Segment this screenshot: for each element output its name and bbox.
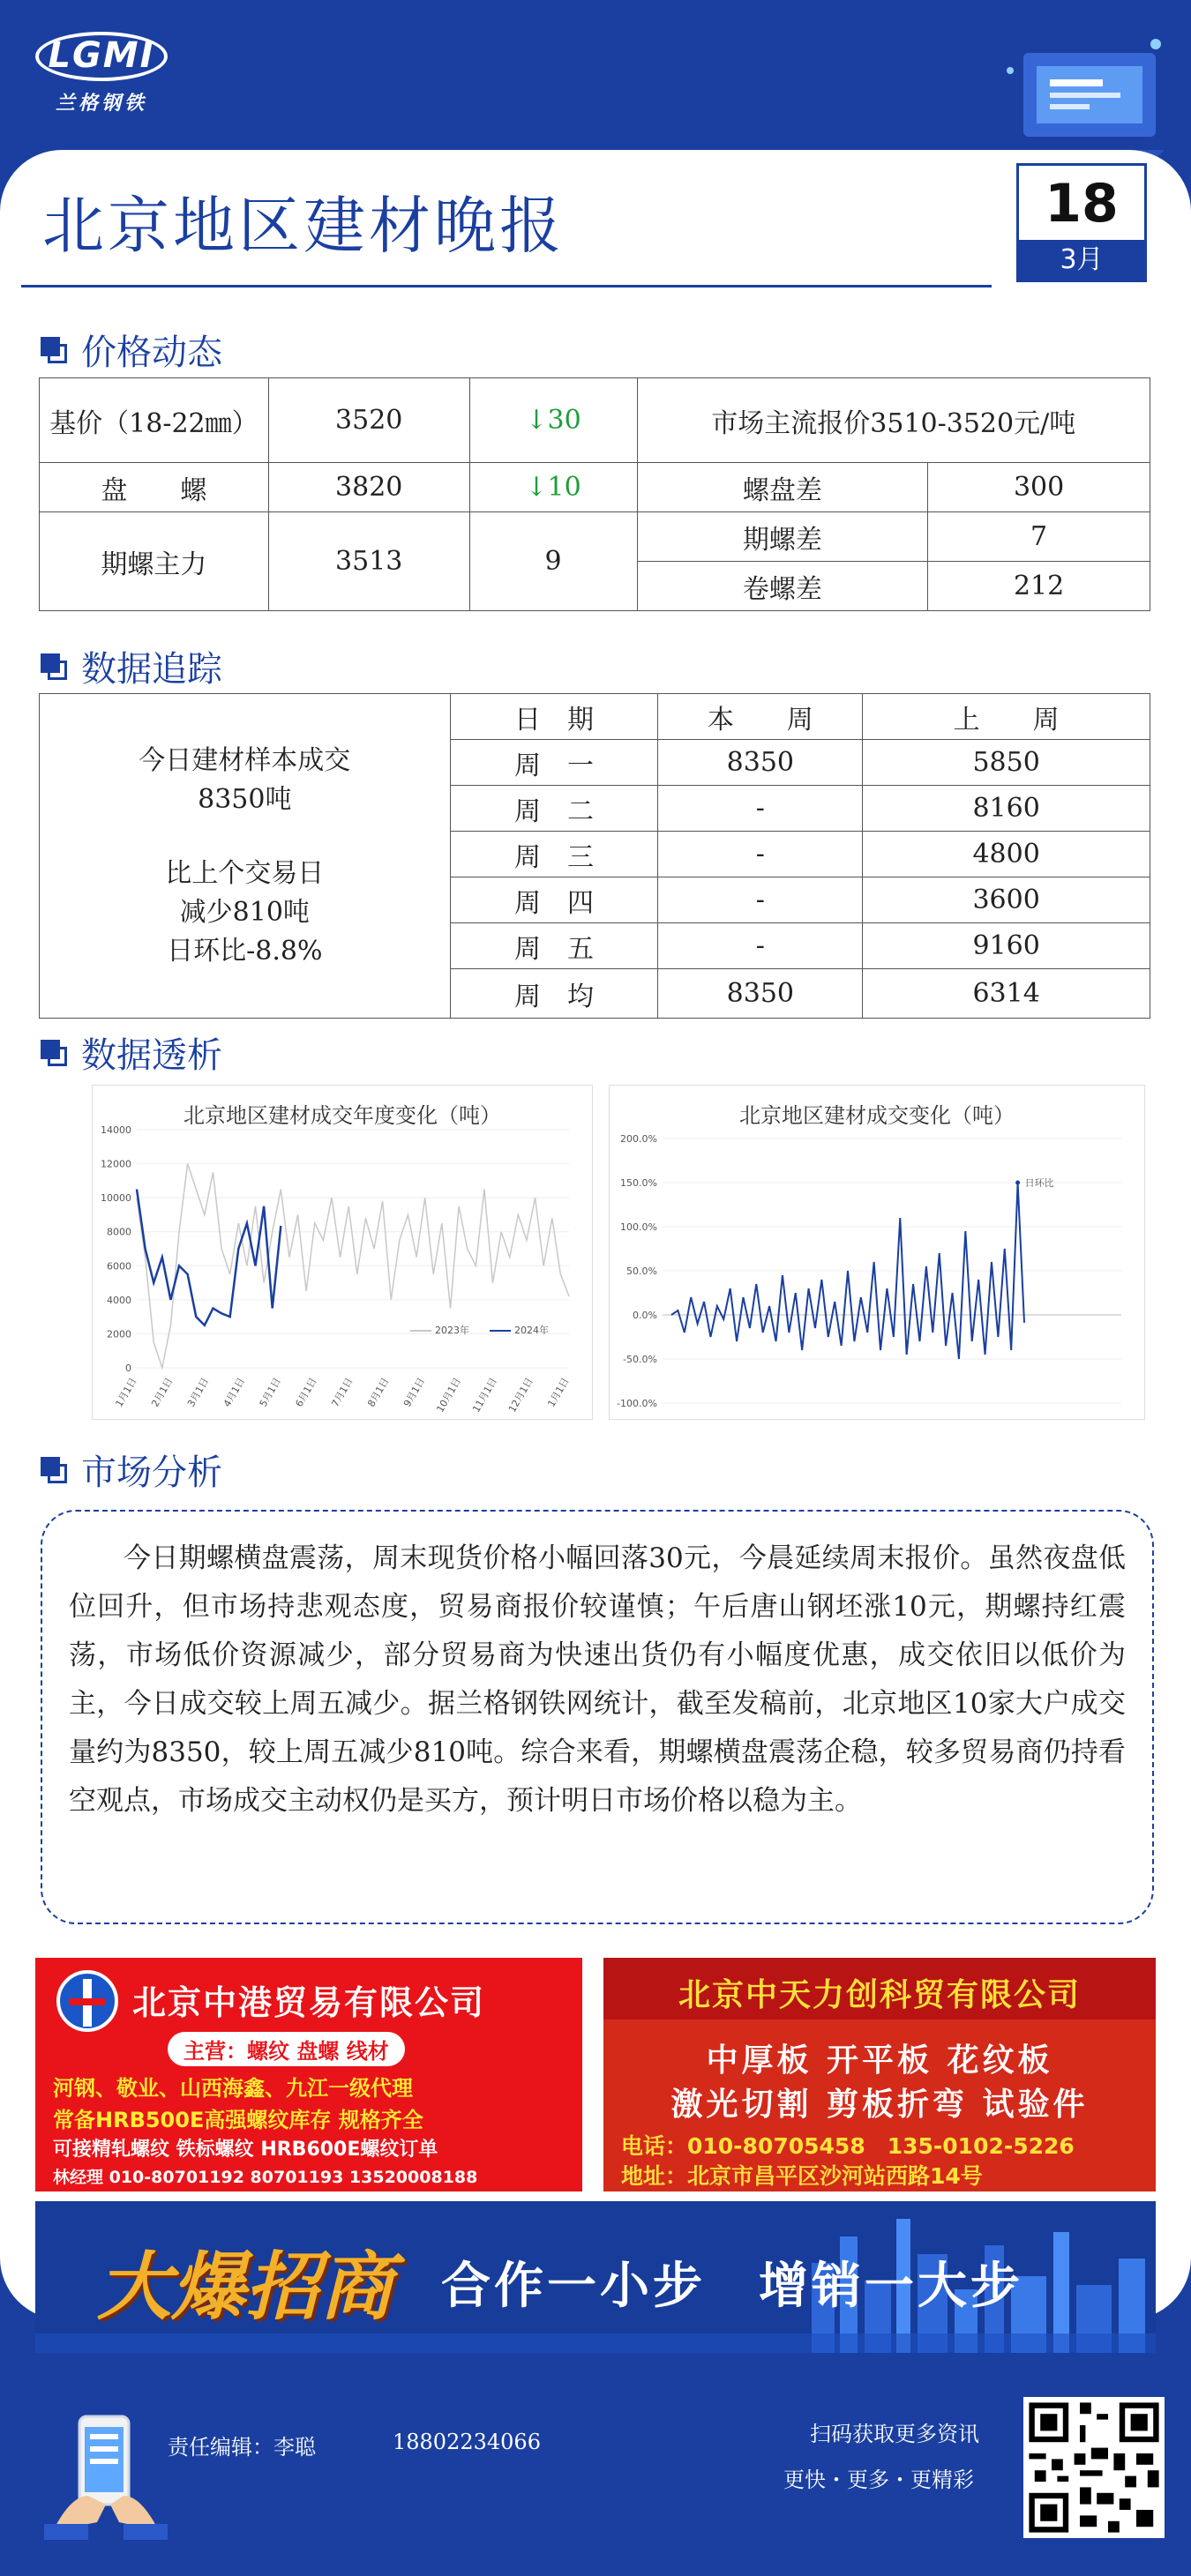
ad-big-text: 大爆招商 <box>97 2243 394 2330</box>
section-icon <box>41 1040 65 1064</box>
date-month: 3月 <box>1019 240 1144 280</box>
y-tick-label: 8000 <box>107 1226 131 1238</box>
spread-value: 7 <box>928 512 1150 562</box>
x-tick-label: 11月1日 <box>470 1376 499 1415</box>
last-week-cell: 3600 <box>863 877 1150 923</box>
summary-line: 今日建材样本成交 <box>139 744 351 776</box>
legend-label: 2024年 <box>514 1325 549 1336</box>
chart-title: 北京地区建材成交年度变化（吨） <box>184 1103 501 1128</box>
y-tick-label: 6000 <box>107 1260 131 1273</box>
market-analysis-box <box>41 1510 1154 1924</box>
y-tick-label: 0 <box>125 1363 131 1374</box>
column-header: 上 周 <box>863 694 1150 740</box>
x-tick-label: 10月1日 <box>434 1376 464 1415</box>
y-tick-label: 4000 <box>107 1294 131 1306</box>
x-tick-label: 3月1日 <box>185 1376 212 1409</box>
ad-zhongtianli[interactable] <box>603 1958 1156 2191</box>
table-row <box>40 463 1150 512</box>
section-header-tracking <box>41 639 222 692</box>
this-week-cell: 8350 <box>658 740 863 786</box>
title-underline <box>21 285 992 287</box>
price-value: 3820 <box>268 463 469 512</box>
zhonggang-logo <box>56 1970 118 2032</box>
day-cell: 周 三 <box>450 832 658 877</box>
section-header-market <box>41 1443 222 1496</box>
section-title: 数据追踪 <box>81 648 222 690</box>
footer-slogan: 更快・更多・更精彩 <box>783 2468 974 2492</box>
ad-line: 激光切割 剪板折弯 试验件 <box>670 2087 1089 2123</box>
spread-value: 212 <box>928 562 1150 611</box>
y-tick-label: 200.0% <box>620 1133 657 1145</box>
spread-value: 300 <box>928 463 1150 512</box>
ad-main-business: 主营：螺纹 盘螺 线材 <box>168 2032 405 2066</box>
table-row <box>40 512 1150 562</box>
y-tick-label: 2000 <box>107 1328 131 1340</box>
summary-line: 比上个交易日 <box>165 857 325 889</box>
section-header-charts <box>41 1026 222 1079</box>
price-label: 基价（18-22㎜） <box>40 378 269 463</box>
ad-line: 常备HRB500E高强螺纹库存 规格齐全 <box>53 2108 423 2132</box>
x-tick-label: 4月1日 <box>221 1376 248 1409</box>
ad-company: 北京中天力创科贸有限公司 <box>678 1977 1081 2013</box>
price-label: 盘 螺 <box>40 463 269 512</box>
x-tick-label: 8月1日 <box>365 1376 392 1409</box>
ad-phone: 电话：010-80705458 135-0102-5226 <box>621 2133 1075 2159</box>
chart-daily-change-svg <box>610 1086 1144 1419</box>
day-cell: 周 二 <box>450 786 658 832</box>
last-week-cell: 4800 <box>863 832 1150 877</box>
brand-logo <box>35 26 168 115</box>
y-tick-label: 12000 <box>101 1158 131 1170</box>
x-tick-label: 7月1日 <box>329 1376 356 1409</box>
summary-line: 8350吨 <box>198 783 292 815</box>
section-title: 数据透析 <box>81 1034 222 1076</box>
summary-line: 减少810吨 <box>179 896 310 928</box>
peak-marker <box>1015 1181 1020 1185</box>
price-change: 9 <box>469 512 637 611</box>
section-icon <box>41 337 65 362</box>
last-week-cell: 9160 <box>863 923 1150 969</box>
table-row <box>40 378 1150 463</box>
spread-label: 期螺差 <box>637 512 928 562</box>
ad-zhonggang[interactable] <box>35 1958 582 2191</box>
ad-recruit-banner[interactable] <box>35 2201 1156 2353</box>
date-badge <box>1016 163 1147 282</box>
section-header-price <box>41 323 222 376</box>
ad-line: 中厚板 开平板 花纹板 <box>706 2042 1053 2079</box>
market-analysis-text: 今日期螺横盘震荡，周末现货价格小幅回落30元，今晨延续周末报价。虽然夜盘低位回升，但市场持悲观态度，贸易商报价较谨慎；午后唐山钢坯涨10元，期螺持红震荡，市场低价资源减少，部分贸易商为快速出货仍有小幅度优惠，成交依旧以低价为主，今日成交较上周五减少。据兰格钢铁网统计，截至发稿前，北京地区10家大户成交量约为8350，较上周五减少810吨。综合来看，期螺横盘震荡企稳，较多贸易商仍持看空观点，市场成交主动权仍是买方，预计明日市场价格以稳为主。 <box>69 1542 1126 1817</box>
x-tick-label: 1月1日 <box>113 1376 139 1409</box>
tracking-summary <box>40 694 451 1019</box>
y-tick-label: 150.0% <box>620 1177 657 1189</box>
y-tick-label: 0.0% <box>633 1310 657 1321</box>
page-title: 北京地区建材晚报 <box>42 190 565 262</box>
spread-label: 卷螺差 <box>637 562 928 611</box>
tracking-table <box>39 693 1150 1019</box>
ad-company: 北京中港贸易有限公司 <box>132 1983 486 2022</box>
day-cell: 周 一 <box>450 740 658 786</box>
x-tick-label: 6月1日 <box>293 1376 319 1409</box>
date-day: 18 <box>1045 173 1119 235</box>
column-header: 本 周 <box>658 694 863 740</box>
footer-editor: 责任编辑：李聪 <box>168 2435 316 2460</box>
ad-slogan: 合作一小步 增销一大步 <box>441 2258 1023 2315</box>
price-change: ↓30 <box>469 378 637 463</box>
chart-title: 北京地区建材成交变化（吨） <box>739 1103 1015 1128</box>
price-value: 3513 <box>268 512 469 611</box>
logo-subtitle: 兰格钢铁 <box>55 92 147 115</box>
y-tick-label: 14000 <box>101 1124 131 1136</box>
section-title: 市场分析 <box>81 1452 222 1493</box>
price-change: ↓10 <box>469 463 637 512</box>
last-week-cell: 8160 <box>863 786 1150 832</box>
x-tick-label: 1月1日 <box>545 1376 572 1409</box>
x-tick-label: 2月1日 <box>149 1376 176 1409</box>
summary-line: 日环比-8.8% <box>167 935 323 967</box>
ad-address: 地址：北京市昌平区沙河站西路14号 <box>621 2163 983 2189</box>
x-tick-label: 5月1日 <box>257 1376 283 1409</box>
logo-text: LGMI <box>48 35 155 76</box>
this-week-cell: - <box>658 832 863 877</box>
footer-scan-text: 扫码获取更多资讯 <box>810 2422 979 2446</box>
y-tick-label: 100.0% <box>620 1221 657 1233</box>
this-week-cell: - <box>658 786 863 832</box>
series-label: 日环比 <box>1024 1177 1054 1189</box>
footer-phone: 18802234066 <box>393 2430 541 2454</box>
price-note: 市场主流报价3510-3520元/吨 <box>637 378 1150 463</box>
section-icon <box>41 1457 65 1482</box>
section-title: 价格动态 <box>81 332 222 373</box>
y-tick-label: -50.0% <box>623 1354 657 1365</box>
this-week-cell: 8350 <box>658 969 863 1019</box>
price-label: 期螺主力 <box>40 512 269 611</box>
ad-contact: 林经理 010-80701192 80701193 13520008188 <box>53 2168 478 2187</box>
last-week-cell: 6314 <box>863 969 1150 1019</box>
this-week-cell: - <box>658 923 863 969</box>
qr-code-icon[interactable] <box>1023 2397 1165 2538</box>
this-week-cell: - <box>658 877 863 923</box>
chart-annual-volume-svg <box>93 1086 592 1419</box>
y-tick-label: 10000 <box>101 1192 131 1205</box>
legend-label: 2023年 <box>435 1325 469 1336</box>
y-tick-label: -100.0% <box>617 1398 657 1409</box>
day-cell: 周 五 <box>450 923 658 969</box>
phone-hand-icon <box>44 2408 168 2540</box>
price-table <box>39 377 1150 611</box>
ad-line: 可接精轧螺纹 铁标螺纹 HRB600E螺纹订单 <box>53 2139 438 2161</box>
x-tick-label: 12月1日 <box>506 1376 536 1415</box>
day-cell: 周 均 <box>450 969 658 1019</box>
table-row <box>40 694 1150 740</box>
chart-daily-change <box>609 1085 1145 1420</box>
chart-annual-volume <box>92 1085 593 1420</box>
day-cell: 周 四 <box>450 877 658 923</box>
x-tick-label: 9月1日 <box>401 1376 428 1409</box>
ad-line: 河钢、敬业、山西海鑫、九江一级代理 <box>53 2076 413 2101</box>
spread-label: 螺盘差 <box>637 463 928 512</box>
price-value: 3520 <box>268 378 469 463</box>
column-header: 日 期 <box>450 694 658 740</box>
series-line-2024年 <box>137 1190 281 1325</box>
last-week-cell: 5850 <box>863 740 1150 786</box>
y-tick-label: 50.0% <box>626 1266 657 1277</box>
section-icon <box>41 653 65 678</box>
